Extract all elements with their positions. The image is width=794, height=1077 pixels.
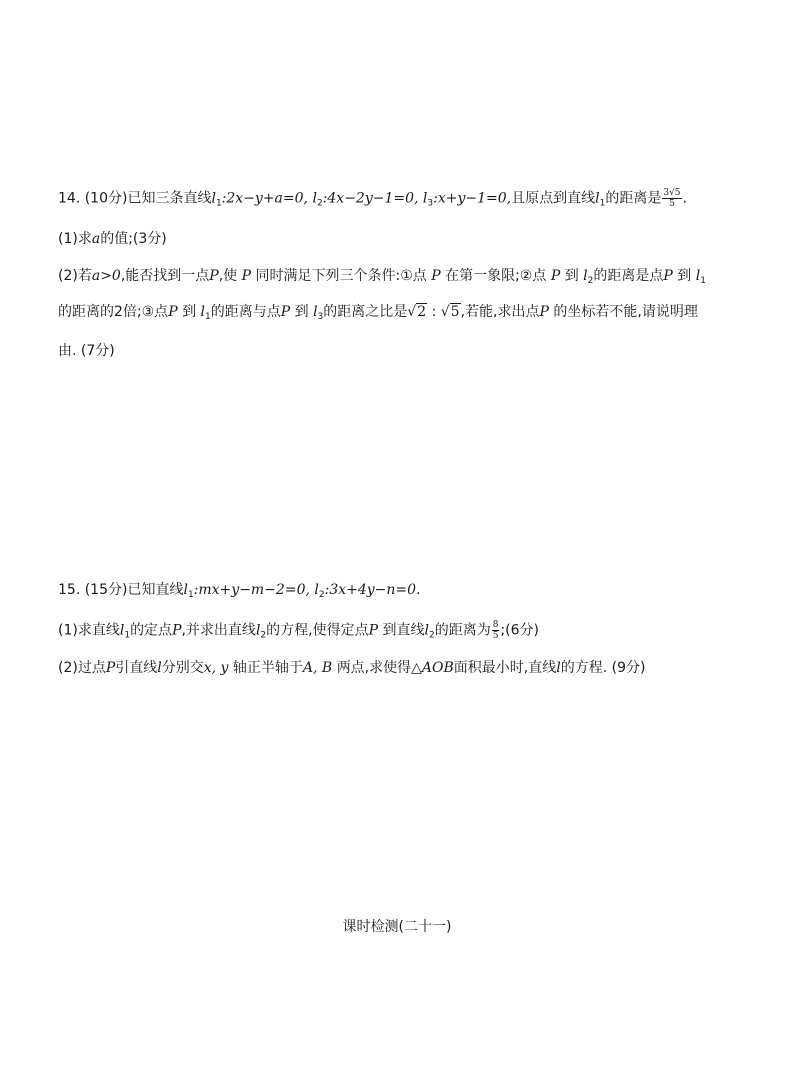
sub-1: 1 xyxy=(700,276,706,286)
q14-text: 到 xyxy=(564,268,579,284)
q14-text: ,若能,求出点 xyxy=(460,304,540,320)
q15-part2 xyxy=(58,659,645,677)
fraction-numerator: 3√5 xyxy=(663,188,681,198)
sub-3: 3 xyxy=(317,312,324,322)
q14-part2-line2 xyxy=(58,303,698,326)
sub-2: 2 xyxy=(318,590,325,600)
var-l: l xyxy=(200,304,205,320)
q14-text: 到 xyxy=(294,304,309,320)
var-p: P xyxy=(431,268,441,284)
fraction-numerator: 8 xyxy=(492,620,499,630)
q14-text: 的坐标若不能,请说明理 xyxy=(553,304,698,320)
eq-l1: :mx+y−m−2=0, xyxy=(193,582,310,598)
sub-1: 1 xyxy=(124,630,131,641)
q15-text: ,并求出直线 xyxy=(181,622,256,639)
sub-2: 2 xyxy=(316,198,323,209)
q14-text: 的距离与点 xyxy=(210,304,281,320)
sub-1: 1 xyxy=(187,590,194,600)
period: . xyxy=(682,190,687,207)
q15-text: 轴正半轴于 xyxy=(232,660,303,676)
q14-text: 的距离之比是 xyxy=(323,304,408,320)
ratio-colon: : xyxy=(427,304,441,320)
q15-text: 分别交 xyxy=(161,660,204,676)
condition: a>0 xyxy=(91,268,121,284)
var-l: l xyxy=(183,582,188,598)
sub-2: 2 xyxy=(260,630,267,641)
q14-text: 由. (7分) xyxy=(58,343,115,359)
radicand: 2 xyxy=(417,304,427,320)
var-p: P xyxy=(241,268,252,284)
q14-text: 的距离的2倍;③点 xyxy=(58,304,169,320)
var-ab: A, B xyxy=(302,660,333,676)
q15-text: (2)过点 xyxy=(58,660,106,676)
var-l: l xyxy=(583,268,588,284)
var-l: l xyxy=(211,190,216,207)
var-p: P xyxy=(172,622,182,639)
q15-text: 的方程,使得定点 xyxy=(266,622,369,639)
q15-part1 xyxy=(58,620,539,645)
sub-3: 3 xyxy=(427,198,434,209)
var-p: P xyxy=(550,268,561,284)
var-l: l xyxy=(255,622,261,639)
q15-text: 的方程. (9分) xyxy=(560,660,646,676)
var-xy: x, y xyxy=(203,660,229,676)
eq-l2: :3x+4y−n=0. xyxy=(324,582,421,598)
q14-text: ,能否找到一点 xyxy=(120,268,210,284)
sqrt-2: √2 xyxy=(407,304,427,320)
q15-text: 的定点 xyxy=(130,622,173,639)
q14-part1-tail: 的值;(3分) xyxy=(100,231,167,247)
q14-text: ,使 xyxy=(218,268,238,284)
radicand: 5 xyxy=(450,304,460,320)
q14-part2-line1 xyxy=(58,267,706,290)
sub-2: 2 xyxy=(587,276,594,286)
q15-text: 引直线 xyxy=(115,660,158,676)
var-l: l xyxy=(314,582,319,598)
var-l: l xyxy=(119,622,125,639)
q14-part1 xyxy=(58,230,167,248)
var-l: l xyxy=(313,304,318,320)
q14-text: 同时满足下列三个条件:①点 xyxy=(255,268,427,284)
var-l: l xyxy=(595,190,600,207)
eq-l1: :2x−y+a=0, xyxy=(221,190,308,207)
q14-part2-line3 xyxy=(58,342,115,360)
var-l: l xyxy=(422,190,428,207)
var-aob: AOB xyxy=(421,660,454,676)
var-l: l xyxy=(695,268,701,284)
q14-text: (2)若 xyxy=(58,268,92,284)
sub-1: 1 xyxy=(205,312,211,322)
fraction-denominator: 5 xyxy=(492,631,499,641)
q14-text: 到 xyxy=(182,304,197,320)
q15-intro: 15. (15分)已知直线 xyxy=(58,582,184,598)
var-p: P xyxy=(663,268,673,284)
eq-l3: :x+y−1=0, xyxy=(433,190,512,207)
section-footer: 课时检测(二十一) xyxy=(342,919,452,935)
sub-1: 1 xyxy=(215,198,222,209)
q14-text: 到 xyxy=(677,268,692,284)
sqrt-5: √5 xyxy=(440,304,460,320)
q15-line-1 xyxy=(58,581,421,604)
var-p: P xyxy=(539,304,549,320)
var-l: l xyxy=(556,660,561,676)
q15-text: ;(6分) xyxy=(500,622,539,639)
sub-1: 1 xyxy=(599,198,606,209)
q15-text: (1)求直线 xyxy=(58,622,120,639)
q15-text: 的距离为 xyxy=(434,622,491,639)
q15-text: 两点,求使得△ xyxy=(336,660,422,676)
q14-text: 且原点到直线 xyxy=(511,190,596,207)
q14-line-1 xyxy=(58,188,687,213)
q15-text: 到直线 xyxy=(382,622,425,639)
var-p: P xyxy=(280,304,291,320)
var-l: l xyxy=(157,660,162,676)
fraction xyxy=(662,188,681,209)
q14-text: 的距离是 xyxy=(605,190,662,207)
var-p: P xyxy=(105,660,116,676)
sub-2: 2 xyxy=(428,630,435,641)
q14-text: 的距离是点 xyxy=(593,268,664,284)
q14-text: 在第一象限;②点 xyxy=(445,268,547,284)
eq-l2: :4x−2y−1=0, xyxy=(322,190,419,207)
var-l: l xyxy=(312,190,317,207)
var-p: P xyxy=(209,268,219,284)
var-p: P xyxy=(368,622,379,639)
q15-text: 面积最小时,直线 xyxy=(453,660,557,676)
fraction-denominator: 5 xyxy=(669,199,675,209)
fraction xyxy=(492,620,500,641)
q14-intro: 14. (10分)已知三条直线 xyxy=(58,190,212,207)
var-p: P xyxy=(168,304,178,320)
var-a: a xyxy=(91,231,101,247)
q14-part1-text: (1)求 xyxy=(58,231,92,247)
var-l: l xyxy=(424,622,429,639)
